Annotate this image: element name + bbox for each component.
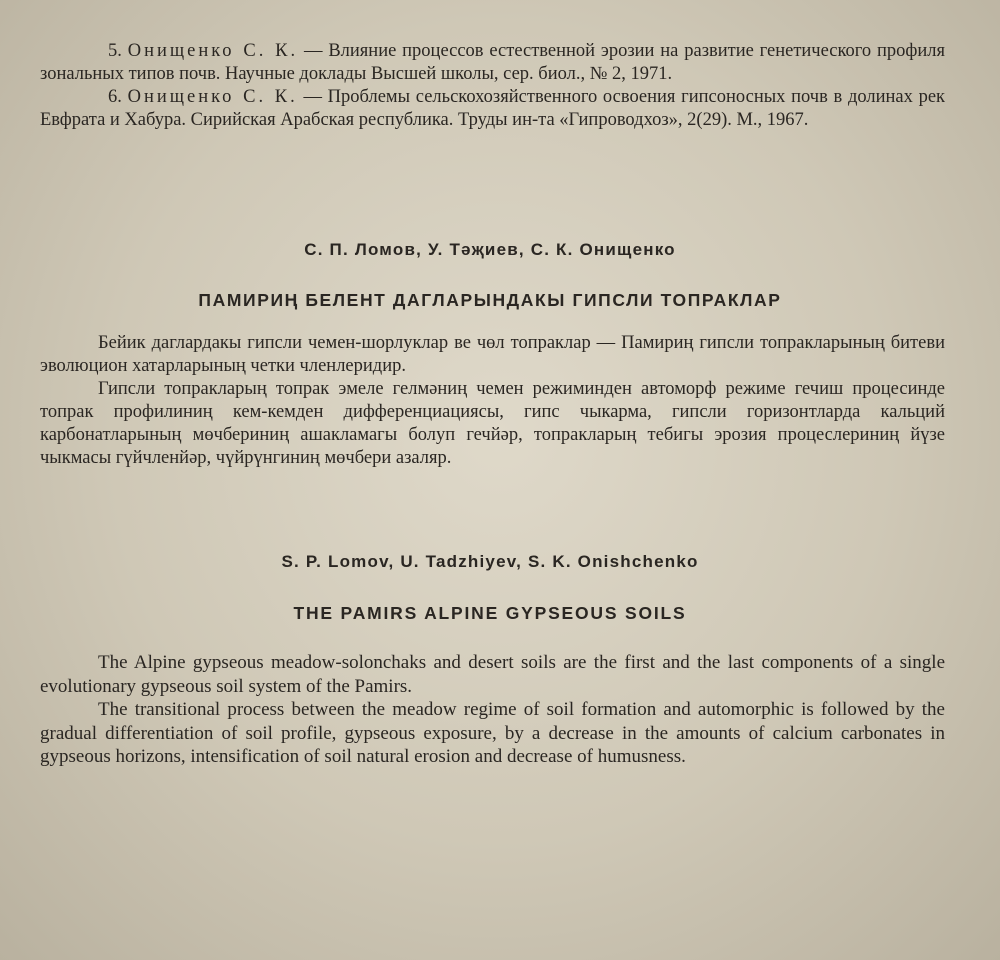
reference-number: 5. xyxy=(108,41,122,61)
authors-english: S. P. Lomov, U. Tadzhiyev, S. K. Onishchenko xyxy=(281,552,699,571)
abstract-paragraph: Гипсли топракларың топрак эмеле гелмәниң чемен режиминден автоморф режиме гечиш процесинде топрак профилиниң кем-кемден дифференциациясы, гипс чыкарма, гипсли горизонтларда кальций карбонатларының мөчбериниң ашакламагы болуп гечйәр, топракларың тебигы эрозия процеслериниң йүзе чыкмасы гүйчленйәр, чүйрүнгиниң мөчбери азаляр. xyxy=(40,379,945,468)
reference-item xyxy=(40,40,945,86)
abstract-paragraph: The Alpine gypseous meadow-solonchaks and desert soils are the first and the last components of a single evolutionary gypseous soil system of the Pamirs. xyxy=(40,652,945,697)
reference-item xyxy=(40,86,945,132)
title-english: THE PAMIRS ALPINE GYPSEOUS SOILS xyxy=(293,603,687,623)
abstract-english xyxy=(40,651,945,769)
reference-text: — Проблемы сельскохозяйственного освоения гипсоносных почв в долинах рек Евфрата и Хабура. Сирийская Арабская республика. Труды ин-та «Гипроводхоз», 2(29). М., 1967. xyxy=(40,87,946,130)
abstract-paragraph: Бейик даглардакы гипсли чемен-шорлуклар ве чөл топраклар — Памириң гипсли топракларының битеви эволюцион хатарларының четки членлеридир. xyxy=(40,333,945,376)
authors-turkmen: С. П. Ломов, У. Тәҗиев, С. К. Онищенко xyxy=(304,240,676,259)
title-turkmen: ПАМИРИҢ БЕЛЕНТ ДАГЛАРЫНДАКЫ ГИПСЛИ ТОПРАКЛАР xyxy=(198,290,782,310)
reference-number: 6. xyxy=(108,87,122,107)
reference-list xyxy=(40,40,945,132)
reference-author: Онищенко С. К. xyxy=(127,87,298,107)
reference-text: — Влияние процессов естественной эрозии на развитие генетического профиля зональных типов почв. Научные доклады Высшей школы, сер. биол., № 2, 1971. xyxy=(40,41,946,84)
abstract-turkmen xyxy=(40,332,945,470)
reference-author: Онищенко С. К. xyxy=(127,41,299,61)
abstract-paragraph: The transitional process between the meadow regime of soil formation and automorphic is followed by the gradual differentiation of soil profile, gypseous exposure, by a decrease in the amounts of calcium carbonates in gypseous horizons, intensification of soil natural erosion and decrease of humusness. xyxy=(40,699,945,767)
